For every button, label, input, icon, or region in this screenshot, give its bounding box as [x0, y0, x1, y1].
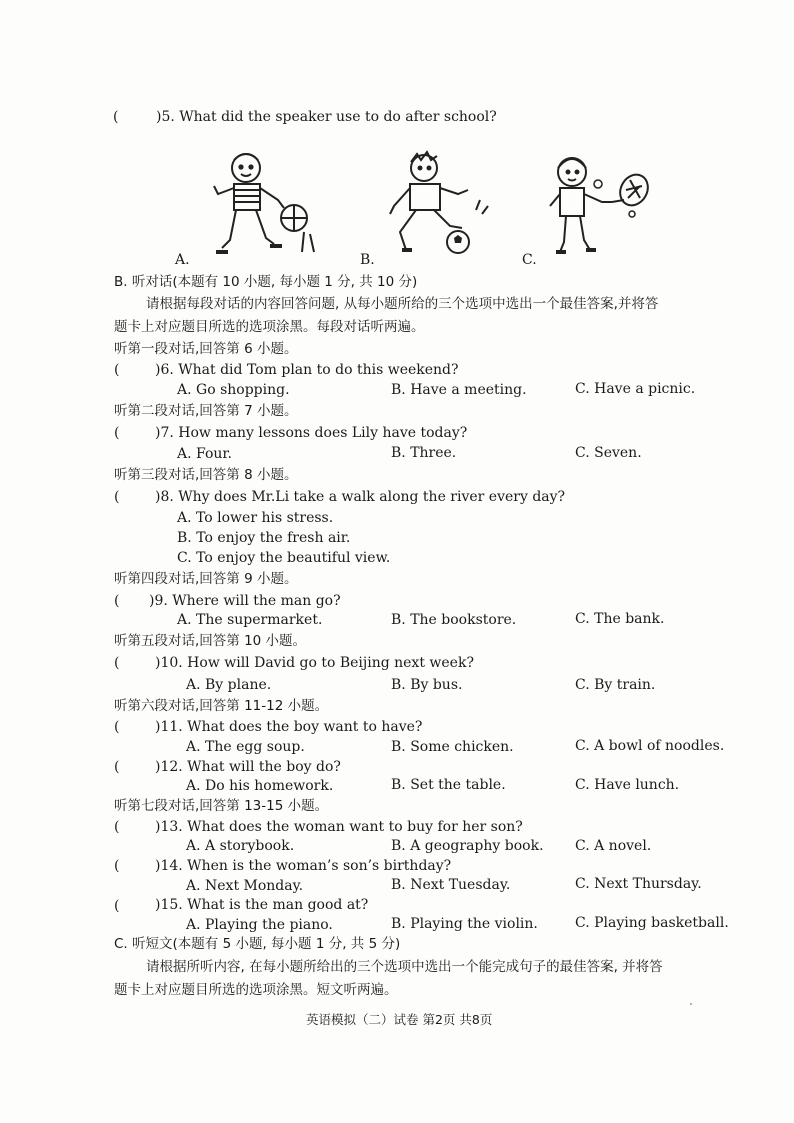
section-c-instruction-1: 请根据所听内容, 在每小题所给出的三个选项中选出一个能完成句子的最佳答案, 并将答 [146, 959, 663, 975]
q9-option-a: A. The supermarket. [177, 612, 323, 628]
dialog-4-label: 听第四段对话,回答第 9 小题。 [114, 571, 298, 587]
q11-question: )11. What does the boy want to have? [155, 719, 423, 735]
q9-question: )9. Where will the man go? [149, 593, 341, 609]
section-b-instruction-1: 请根据每段对话的内容回答问题, 从每小题所给的三个选项中选出一个最佳答案,并将答 [146, 296, 659, 312]
q6-option-b: B. Have a meeting. [391, 382, 527, 398]
q8-paren: ( [114, 489, 120, 505]
q10-option-b: B. By bus. [391, 677, 463, 693]
section-c-heading: C. 听短文(本题有 5 小题, 每小题 1 分, 共 5 分) [114, 936, 401, 952]
q9-option-b: B. The bookstore. [391, 612, 517, 628]
q12-question: )12. What will the boy do? [155, 759, 341, 775]
page-footer: 英语模拟（二）试卷 第2页 共8页 [306, 1012, 493, 1027]
q14-paren: ( [114, 858, 120, 874]
q15-option-b: B. Playing the violin. [391, 916, 538, 932]
dialog-2-label: 听第二段对话,回答第 7 小题。 [114, 403, 298, 419]
q14-question: )14. When is the woman’s son’s birthday? [155, 858, 452, 874]
q10-paren: ( [114, 655, 120, 671]
dialog-5-label: 听第五段对话,回答第 10 小题。 [114, 633, 307, 649]
q12-paren: ( [114, 759, 120, 775]
section-b-heading: B. 听对话(本题有 10 小题, 每小题 1 分, 共 10 分) [114, 274, 418, 290]
section-b-instruction-2: 题卡上对应题目所选的选项涂黑。每段对话听两遍。 [114, 319, 425, 335]
q7-option-b: B. Three. [391, 445, 457, 461]
q6-option-c: C. Have a picnic. [575, 381, 696, 397]
q11-option-c: C. A bowl of noodles. [575, 738, 725, 754]
q12-option-a: A. Do his homework. [186, 778, 334, 794]
q8-option-b: B. To enjoy the fresh air. [177, 530, 351, 546]
q15-option-a: A. Playing the piano. [186, 917, 333, 933]
q10-option-c: C. By train. [575, 677, 656, 693]
dialog-6-label: 听第六段对话,回答第 11-12 小题。 [114, 698, 329, 714]
q8-question: )8. Why does Mr.Li take a walk along the river every day? [155, 489, 566, 505]
q13-question: )13. What does the woman want to buy for her son? [155, 819, 523, 835]
section-c-instruction-2: 题卡上对应题目所选的选项涂黑。短文听两遍。 [114, 982, 398, 998]
q12-option-c: C. Have lunch. [575, 777, 680, 793]
q14-option-a: A. Next Monday. [186, 878, 304, 894]
q6-option-a: A. Go shopping. [177, 382, 290, 398]
scan-speck [690, 1003, 692, 1005]
q7-question: )7. How many lessons does Lily have today? [155, 425, 468, 441]
q11-paren: ( [114, 719, 120, 735]
q9-option-c: C. The bank. [575, 611, 665, 627]
soccer-player-icon [386, 150, 496, 262]
q13-option-b: B. A geography book. [391, 838, 544, 854]
q14-option-b: B. Next Tuesday. [391, 877, 511, 893]
q13-option-c: C. A novel. [575, 838, 652, 854]
q15-option-c: C. Playing basketball. [575, 915, 729, 931]
q10-option-a: A. By plane. [186, 677, 272, 693]
q6-paren: ( [114, 362, 120, 378]
q9-paren: ( [114, 593, 120, 609]
q10-question: )10. How will David go to Beijing next week? [155, 655, 474, 671]
q6-question: )6. What did Tom plan to do this weekend? [155, 362, 459, 378]
q15-question: )15. What is the man good at? [155, 897, 369, 913]
basketball-player-icon [208, 148, 328, 260]
tennis-player-icon [546, 150, 656, 265]
q7-option-c: C. Seven. [575, 445, 642, 461]
dialog-1-label: 听第一段对话,回答第 6 小题。 [114, 341, 298, 357]
q7-option-a: A. Four. [177, 446, 233, 462]
q8-option-a: A. To lower his stress. [177, 510, 334, 526]
q14-option-c: C. Next Thursday. [575, 876, 702, 892]
q11-option-b: B. Some chicken. [391, 739, 514, 755]
q15-paren: ( [114, 898, 120, 914]
q7-paren: ( [114, 425, 120, 441]
q5-option-b: B. [360, 252, 375, 268]
q5-paren: ( [113, 109, 119, 125]
q11-option-a: A. The egg soup. [186, 739, 305, 755]
q5-question: )5. What did the speaker use to do after school? [156, 109, 497, 125]
q13-option-a: A. A storybook. [186, 838, 295, 854]
q12-option-b: B. Set the table. [391, 777, 506, 793]
q5-option-c: C. [522, 252, 537, 268]
q8-option-c: C. To enjoy the beautiful view. [177, 550, 391, 566]
dialog-7-label: 听第七段对话,回答第 13-15 小题。 [114, 798, 329, 814]
q5-option-a: A. [175, 252, 190, 268]
q13-paren: ( [114, 819, 120, 835]
dialog-3-label: 听第三段对话,回答第 8 小题。 [114, 467, 298, 483]
